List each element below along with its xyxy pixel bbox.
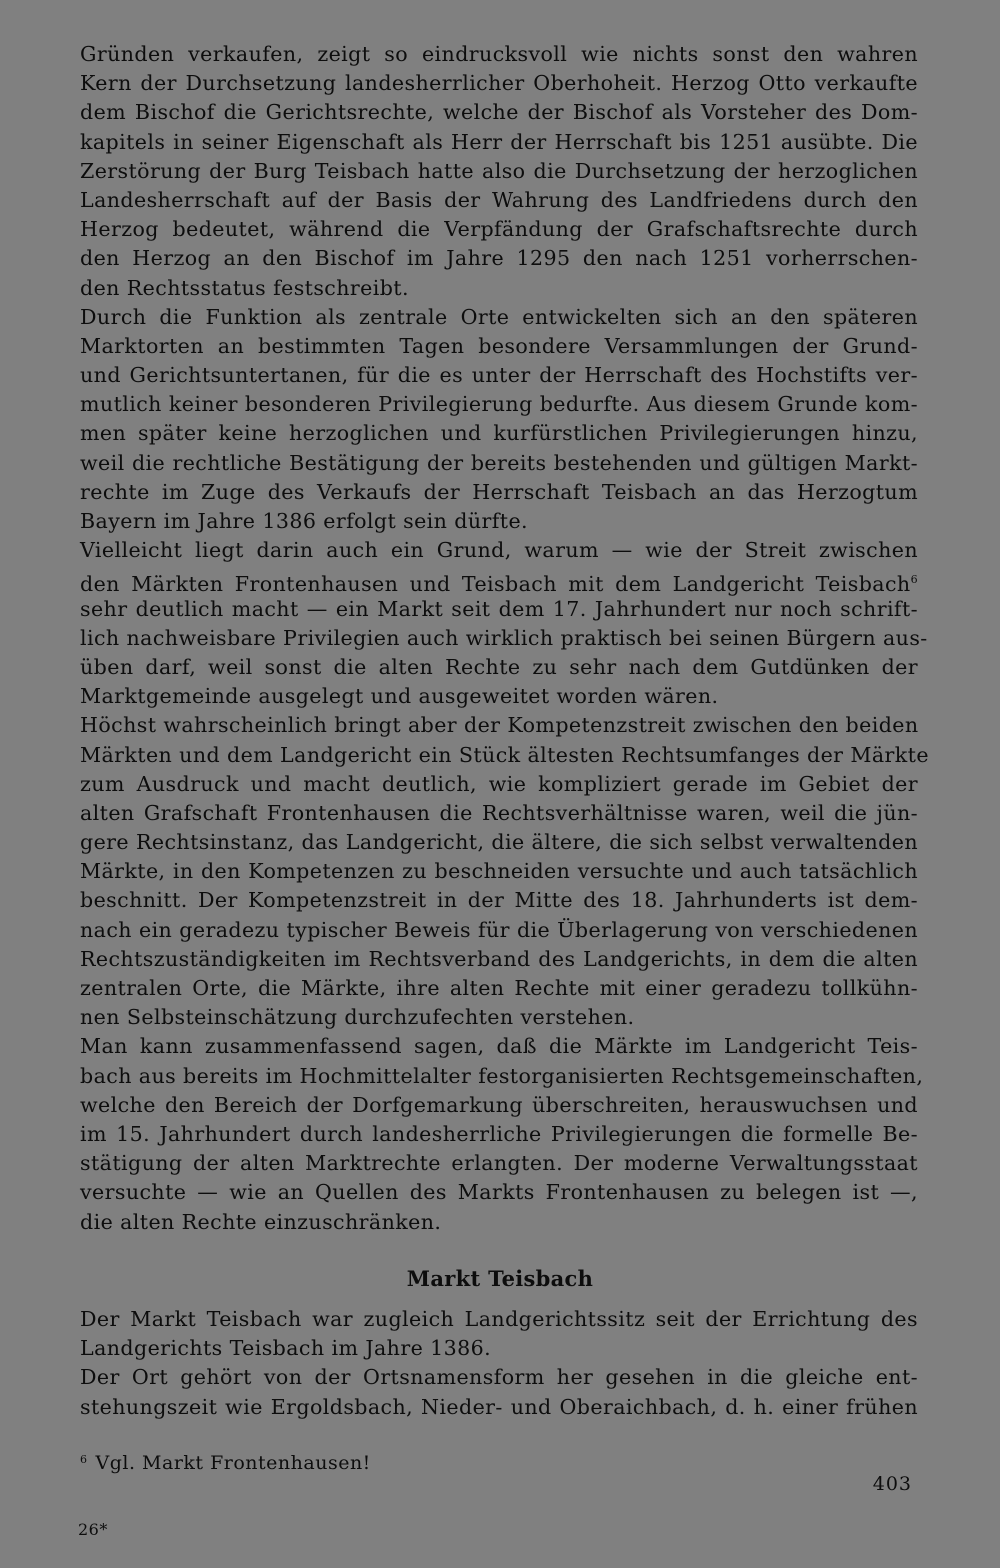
main-text — [80, 40, 929, 1237]
footnote-reference: 6 — [910, 573, 918, 587]
text-line: Märkte, in den Kompetenzen zu beschneiden versuchte und auch tatsächlich — [80, 859, 918, 884]
section-text — [80, 1305, 918, 1422]
page-number: 403 — [872, 1473, 912, 1495]
text-line: Landgerichts Teisbach im Jahre 1386. — [80, 1336, 492, 1361]
text-line: Herzog bedeutet, während die Verpfändung der Grafschaftsrechte durch — [80, 217, 918, 242]
text-line: Der Markt Teisbach war zugleich Landgerichtssitz seit der Errichtung des — [80, 1307, 918, 1331]
text-line: stätigung der alten Marktrechte erlangten. Der moderne Verwaltungsstaat — [80, 1151, 918, 1176]
text-line: zentralen Orte, die Märkte, ihre alten Rechte mit einer geradezu tollkühn- — [80, 976, 918, 1000]
footnote-marker: 6 — [80, 1453, 88, 1466]
signature-mark: 26* — [78, 1520, 108, 1539]
text-line: die alten Rechte einzuschränken. — [80, 1209, 442, 1234]
text-line: bach aus bereits im Hochmittelalter festorganisierten Rechtsgemeinschaften, — [80, 1063, 924, 1088]
text-line: dem Bischof die Gerichtsrechte, welche der Bischof als Vorsteher des Dom- — [80, 100, 918, 125]
text-line: beschnitt. Der Kompetenzstreit in der Mitte des 18. Jahrhunderts ist dem- — [80, 888, 918, 913]
text-line: Landesherrschaft auf der Basis der Wahrung des Landfriedens durch den — [80, 187, 918, 212]
text-line: alten Grafschaft Frontenhausen die Rechtsverhältnisse waren, weil die jün- — [80, 800, 918, 825]
text-line: weil die rechtliche Bestätigung der bereits bestehenden und gültigen Markt- — [80, 450, 918, 475]
text-line: den Herzog an den Bischof im Jahre 1295 den nach 1251 vorherrschen- — [80, 246, 918, 271]
text-line: nach ein geradezu typischer Beweis für die Überlagerung von verschiedenen — [80, 917, 918, 942]
text-line: Rechtszuständigkeiten im Rechtsverband des Landgerichts, in dem die alten — [80, 946, 918, 971]
footnote-text: Vgl. Markt Frontenhausen! — [95, 1452, 371, 1474]
text-line: kapitels in seiner Eigenschaft als Herr der Herrschaft bis 1251 ausübte. Die — [80, 129, 918, 154]
footnote — [80, 1452, 371, 1474]
text-line: Kern der Durchsetzung landesherrlicher Oberhoheit. Herzog Otto verkaufte — [80, 71, 918, 96]
text-line: Märkten und dem Landgericht ein Stück ältesten Rechtsumfanges der Märkte — [80, 742, 929, 767]
text-line: Der Ort gehört von der Ortsnamensform her gesehen in die gleiche ent- — [80, 1365, 918, 1390]
text-line: Vielleicht liegt darin auch ein Grund, warum — wie der Streit zwischen — [80, 538, 918, 563]
text-line: versuchte — wie an Quellen des Markts Frontenhausen zu belegen ist —, — [80, 1180, 918, 1205]
text-line: Bayern im Jahre 1386 erfolgt sein dürfte. — [80, 509, 528, 533]
text-line: Höchst wahrscheinlich bringt aber der Kompetenzstreit zwischen den beiden — [80, 713, 919, 738]
text-line-with-footnote-ref — [80, 565, 918, 597]
text-line: Durch die Funktion als zentrale Orte entwickelten sich an den späteren — [80, 304, 918, 329]
text-line: nen Selbsteinschätzung durchzufechten verstehen. — [80, 1005, 635, 1030]
text-line: welche den Bereich der Dorfgemarkung überschreiten, herauswuchsen und — [80, 1092, 918, 1117]
text-line: men später keine herzoglichen und kurfürstlichen Privilegierungen hinzu, — [80, 421, 918, 446]
text-line: zum Ausdruck und macht deutlich, wie kompliziert gerade im Gebiet der — [80, 771, 918, 796]
text-line: gere Rechtsinstanz, das Landgericht, die ältere, die sich selbst verwaltenden — [80, 830, 918, 855]
text-line: den Märkten Frontenhausen und Teisbach mit dem Landgericht Teisbach — [80, 572, 911, 597]
text-line: Marktorten an bestimmten Tagen besondere Versammlungen der Grund- — [80, 333, 918, 358]
section-heading: Markt Teisbach — [406, 1266, 594, 1291]
text-line: Marktgemeinde ausgelegt und ausgeweitet worden wären. — [80, 684, 719, 709]
text-line: und Gerichtsuntertanen, für die es unter der Herrschaft des Hochstifts ver- — [80, 363, 918, 388]
text-line: rechte im Zuge des Verkaufs der Herrschaft Teisbach an das Herzogtum — [80, 479, 918, 504]
text-line: mutlich keiner besonderen Privilegierung bedurfte. Aus diesem Grunde kom- — [80, 392, 918, 417]
text-line: Zerstörung der Burg Teisbach hatte also die Durchsetzung der herzoglichen — [80, 158, 918, 183]
text-line: sehr deutlich macht — ein Markt seit dem 17. Jahrhundert nur noch schrift- — [80, 596, 918, 621]
text-line: Man kann zusammenfassend sagen, daß die Märkte im Landgericht Teis- — [80, 1034, 918, 1059]
text-line: üben darf, weil sonst die alten Rechte zu sehr nach dem Gutdünken der — [80, 654, 918, 679]
text-line: den Rechtsstatus festschreibt. — [80, 275, 409, 300]
text-line: Gründen verkaufen, zeigt so eindrucksvoll wie nichts sonst den wahren — [80, 42, 918, 66]
text-line: stehungszeit wie Ergoldsbach, Nieder- und Oberaichbach, d. h. einer frühen — [80, 1394, 918, 1419]
text-line: lich nachweisbare Privilegien auch wirklich praktisch bei seinen Bürgern aus- — [80, 625, 928, 650]
text-line: im 15. Jahrhundert durch landesherrliche Privilegierungen die formelle Be- — [80, 1121, 918, 1146]
